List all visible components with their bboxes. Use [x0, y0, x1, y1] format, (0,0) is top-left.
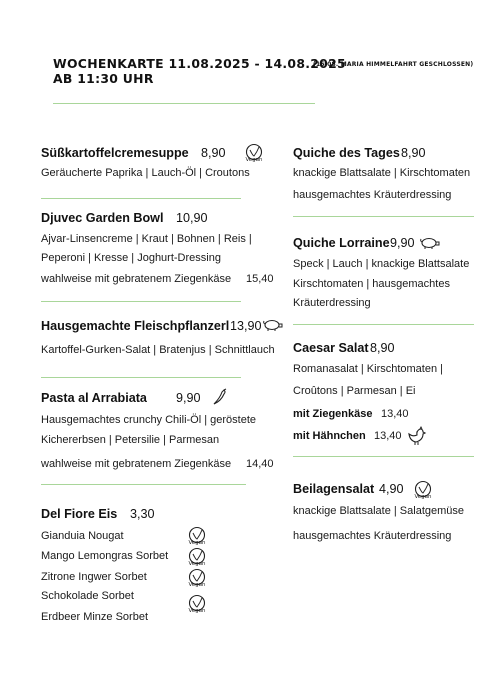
svg-text:Vegan: Vegan: [245, 157, 263, 163]
beilage-desc-2: hausgemachtes Kräuterdressing: [293, 530, 452, 542]
quiche-tag-title: Quiche des Tages: [293, 146, 400, 160]
quiche-tag-price: 8,90: [401, 146, 426, 160]
caesar-opt2: mit Hähnchen: [293, 430, 366, 442]
pasta-option: wahlweise mit gebratenem Ziegenkäse: [41, 458, 232, 470]
djuvec-price: 10,90: [176, 211, 208, 225]
caesar-title: Caesar Salat: [293, 341, 369, 355]
vegan-icon: [410, 480, 436, 505]
eis-title: Del Fiore Eis: [41, 507, 118, 521]
quiche-lorraine-desc-1: Speck | Lauch | knackige Blattsalate: [293, 258, 470, 270]
soup-desc: Geräucherte Paprika | Lauch-Öl | Croutons: [41, 167, 250, 179]
pasta-title: Pasta al Arrabiata: [41, 391, 147, 405]
chicken-icon: [407, 426, 427, 451]
beilage-price: 4,90: [379, 482, 404, 496]
djuvec-option: wahlweise mit gebratenem Ziegenkäse: [41, 273, 232, 285]
quiche-tag-desc-1: knackige Blattsalate | Kirschtomaten: [293, 167, 471, 179]
header-divider: [53, 103, 315, 104]
quiche-tag-desc-2: hausgemachtes Kräuterdressing: [293, 189, 452, 201]
divider: [293, 324, 474, 325]
svg-text:Vegan: Vegan: [188, 582, 206, 588]
chili-icon: [212, 388, 228, 411]
divider: [41, 484, 246, 485]
pasta-desc-2: Kichererbsen | Petersilie | Parmesan: [41, 434, 220, 446]
eis-flavor: Schokolade Sorbet: [41, 590, 134, 602]
quiche-lorraine-desc-2: Kirschtomaten | hausgemachtes: [293, 278, 450, 290]
caesar-desc-1: Romanasalat | Kirschtomaten |: [293, 363, 444, 375]
caesar-opt1-price: 13,40: [381, 408, 409, 420]
pflanzerl-price: 13,90: [230, 319, 262, 333]
eis-flavor: Erdbeer Minze Sorbet: [41, 611, 148, 623]
divider: [293, 456, 474, 457]
header-title: WOCHENKARTE 11.08.2025 - 14.08.2025: [53, 56, 346, 71]
caesar-desc-2: Croûtons | Parmesan | Ei: [293, 385, 416, 397]
divider: [293, 216, 474, 217]
caesar-opt1: mit Ziegenkäse: [293, 408, 373, 420]
divider: [41, 301, 241, 302]
caesar-opt2-price: 13,40: [374, 430, 402, 442]
eis-flavor: Gianduia Nougat: [41, 530, 124, 542]
quiche-lorraine-price: 9,90: [390, 236, 415, 250]
eis-price: 3,30: [130, 507, 155, 521]
pflanzerl-desc: Kartoffel-Gurken-Salat | Bratenjus | Schnittlauch: [41, 344, 275, 356]
pasta-price: 9,90: [176, 391, 201, 405]
quiche-lorraine-title: Quiche Lorraine: [293, 236, 390, 250]
svg-text:Vegan: Vegan: [188, 540, 206, 546]
quiche-lorraine-desc-3: Kräuterdressing: [293, 297, 371, 309]
eis-flavor: Mango Lemongras Sorbet: [41, 550, 169, 562]
caesar-price: 8,90: [370, 341, 395, 355]
pflanzerl-title: Hausgemachte Fleischpflanzerl: [41, 319, 230, 333]
divider: [41, 377, 241, 378]
djuvec-desc-2: Peperoni | Kresse | Joghurt-Dressing: [41, 252, 221, 264]
svg-text:Vegan: Vegan: [188, 561, 206, 567]
vegan-icon: [241, 143, 267, 168]
soup-title: Süßkartoffelcremesuppe: [41, 146, 189, 160]
pasta-option-price: 14,40: [246, 458, 274, 470]
header-note: (15.08. MARIA HIMMELFAHRT GESCHLOSSEN): [313, 61, 474, 68]
soup-price: 8,90: [201, 146, 226, 160]
djuvec-option-price: 15,40: [246, 273, 274, 285]
header-time: AB 11:30 UHR: [53, 71, 154, 86]
pig-icon: [419, 236, 441, 255]
svg-text:Vegan: Vegan: [188, 608, 206, 614]
beilage-title: Beilagensalat: [293, 482, 375, 496]
eis-flavor: Zitrone Ingwer Sorbet: [41, 571, 147, 583]
divider: [41, 198, 241, 199]
pasta-desc-1: Hausgemachtes crunchy Chili-Öl | geröstete: [41, 414, 257, 426]
beilage-desc-1: knackige Blattsalate | Salatgemüse: [293, 505, 465, 517]
vegan-icon: [184, 594, 210, 619]
vegan-icon: [184, 568, 210, 593]
pig-icon: [262, 318, 284, 337]
svg-text:Vegan: Vegan: [414, 494, 432, 500]
djuvec-title: Djuvec Garden Bowl: [41, 211, 164, 225]
djuvec-desc-1: Ajvar-Linsencreme | Kraut | Bohnen | Reis |: [41, 233, 252, 245]
